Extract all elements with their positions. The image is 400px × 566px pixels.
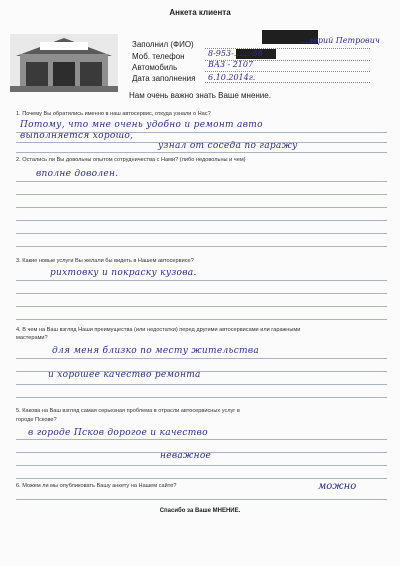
answer-5-line-2: неважное (160, 451, 212, 461)
answer-1-line-1: Потому, что мне очень удобно и ремонт авто (20, 120, 263, 130)
answer-line (16, 358, 387, 359)
car-line (205, 71, 370, 72)
answer-line (16, 152, 387, 153)
question-5-line-1: 5. Какова на Ваш взгляд самая серьезная проблема в отрасли автосервисных услуг в (16, 408, 240, 414)
question-5-line-2: городе Пскове? (16, 417, 57, 423)
fio-value: …лерий Петрович (300, 36, 380, 45)
question-4-line-2: мастерами? (16, 335, 48, 341)
answer-line (16, 439, 387, 440)
answer-6: можно (318, 481, 357, 492)
answer-line (16, 306, 387, 307)
answer-line (16, 293, 387, 294)
question-3: 3. Какие новые услуги Вы желали бы видеть в Нашем автосервисе? (16, 258, 194, 264)
answer-4-line-2: и хорошее качество ремонта (48, 370, 201, 380)
answer-line (16, 181, 387, 182)
answer-5-line-1: в городе Псков дорогое и качество (28, 428, 208, 438)
question-6: 6. Можем ли мы опубликовать Вашу анкету на Нашем сайте? (16, 483, 177, 489)
answer-line (16, 280, 387, 281)
answer-line (16, 194, 387, 195)
question-1: 1. Почему Вы обратились именно в наш автосервис, откуда узнали о Нас? (16, 111, 211, 117)
form-title: Анкета клиента (169, 8, 231, 17)
question-2: 2. Остались ли Вы довольны опытом сотрудничества с Нами? (либо недовольны и чем) (16, 157, 246, 163)
answer-line (16, 220, 387, 221)
label-car: Автомобиль (132, 63, 178, 72)
answer-line (16, 384, 387, 385)
answer-4-line-1: для меня близко по месту жительства (52, 346, 260, 356)
date-value: 6.10.2014г. (208, 73, 256, 82)
label-fio: Заполнил (ФИО) (132, 40, 194, 49)
answer-line (16, 478, 387, 479)
car-value: ВАЗ - 2107 (208, 60, 254, 69)
thanks-text: Спасибо за Ваше МНЕНИЕ. (159, 508, 241, 514)
answer-line (16, 246, 387, 247)
answer-line (16, 233, 387, 234)
answer-2-line-1: вполне доволен. (36, 169, 119, 179)
car-service-building-logo (10, 34, 118, 92)
answer-line (16, 499, 387, 500)
date-line (205, 82, 370, 83)
question-4-line-1: 4. В чем на Ваш взгляд Наши преимущества (или недостатки) перед другими автосервисами или гаражными (16, 327, 301, 333)
label-date: Дата заполнения (132, 74, 196, 83)
phone-value: 8-953-……-58 (208, 49, 263, 58)
answer-line (16, 319, 387, 320)
answer-line (16, 397, 387, 398)
form-subtitle: Нам очень важно знать Ваше мнение. (129, 91, 271, 100)
answer-1-line-2: выполняется хорошо, (20, 131, 134, 141)
answer-line (16, 207, 387, 208)
answer-3-line-1: рихтовку и покраску кузова. (50, 268, 197, 278)
answer-1-line-3: узнал от соседа по гаражу (158, 141, 298, 151)
answer-line (16, 465, 387, 466)
label-phone: Моб. телефон (132, 52, 185, 61)
